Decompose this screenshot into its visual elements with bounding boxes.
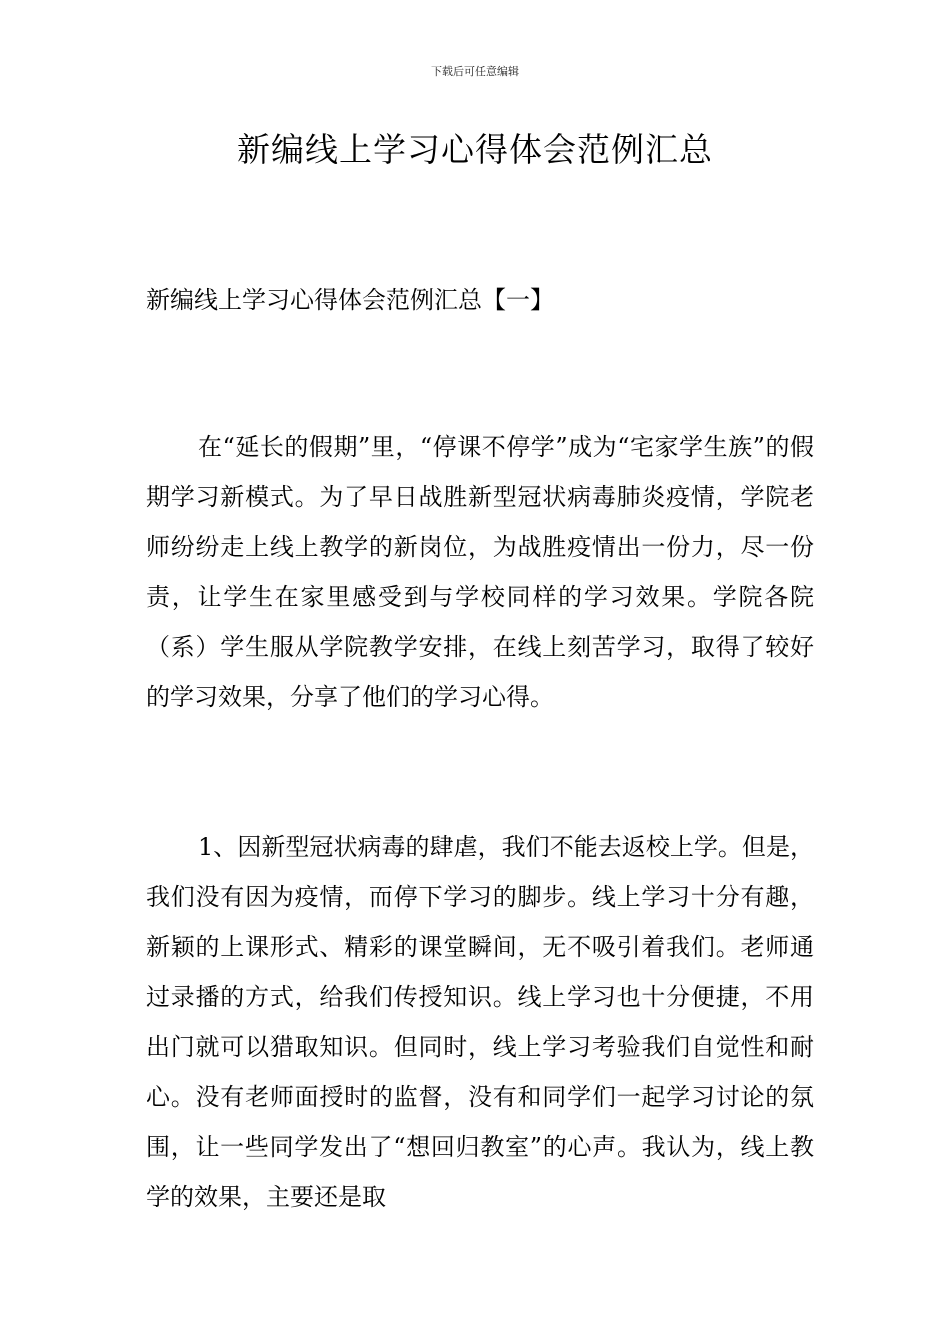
document-title: 新编线上学习心得体会范例汇总 bbox=[237, 130, 713, 169]
section-heading: 新编线上学习心得体会范例汇总【一】 bbox=[146, 286, 554, 314]
body-paragraph: 在“延长的假期”里，“停课不停学”成为“宅家学生族”的假期学习新模式。为了早日战胜新型冠状病毒肺炎疫情，学院老师纷纷走上线上教学的新岗位，为战胜疫情出一份力，尽一份责，让学生在家里感受到与学校同样的学习效果。学院各院（系）学生服从学院教学安排，在线上刻苦学习，取得了较好的学习效果，分享了他们的学习心得。 bbox=[146, 433, 814, 711]
body-paragraph: 1、因新型冠状病毒的肆虐，我们不能去返校上学。但是，我们没有因为疫情，而停下学习的脚步。线上学习十分有趣，新颖的上课形式、精彩的课堂瞬间，无不吸引着我们。老师通过录播的方式，给我们传授知识。线上学习也十分便捷，不用出门就可以猎取知识。但同时，线上学习考验我们自觉性和耐心。没有老师面授时的监督，没有和同学们一起学习讨论的氛围，让一些同学发出了“想回归教室”的心声。我认为，线上教学的效果，主要还是取 bbox=[146, 833, 814, 1211]
header-note: 下载后可任意编辑 bbox=[431, 65, 519, 78]
